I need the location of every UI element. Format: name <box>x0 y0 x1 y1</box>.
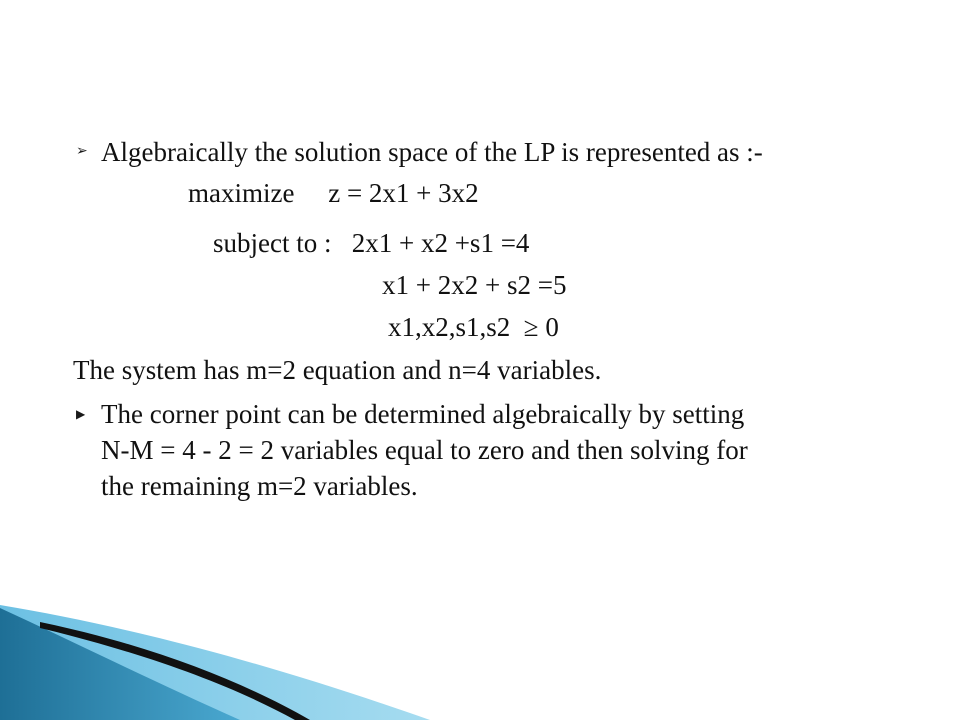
system-note: The system has m=2 equation and n=4 variables. <box>73 355 602 385</box>
objective-function: maximize z = 2x1 + 3x2 <box>188 178 479 208</box>
bullet-1-text: Algebraically the solution space of the LP is represented as :- <box>101 137 763 167</box>
bullet-2-line-1: The corner point can be determined algebraically by setting <box>101 399 745 429</box>
bullet-arrow-icon: ➢ <box>76 144 88 159</box>
bullet-triangle-icon: ▶ <box>76 407 86 421</box>
constraint-2: x1 + 2x2 + s2 =5 <box>382 270 567 300</box>
bullet-2-line-2: N-M = 4 - 2 = 2 variables equal to zero and then solving for <box>101 435 748 465</box>
bullet-2-line-3: the remaining m=2 variables. <box>101 471 418 501</box>
constraint-1: subject to : 2x1 + x2 +s1 =4 <box>213 228 530 258</box>
nonnegativity-constraint: x1,x2,s1,s2 ≥ 0 <box>388 312 559 342</box>
